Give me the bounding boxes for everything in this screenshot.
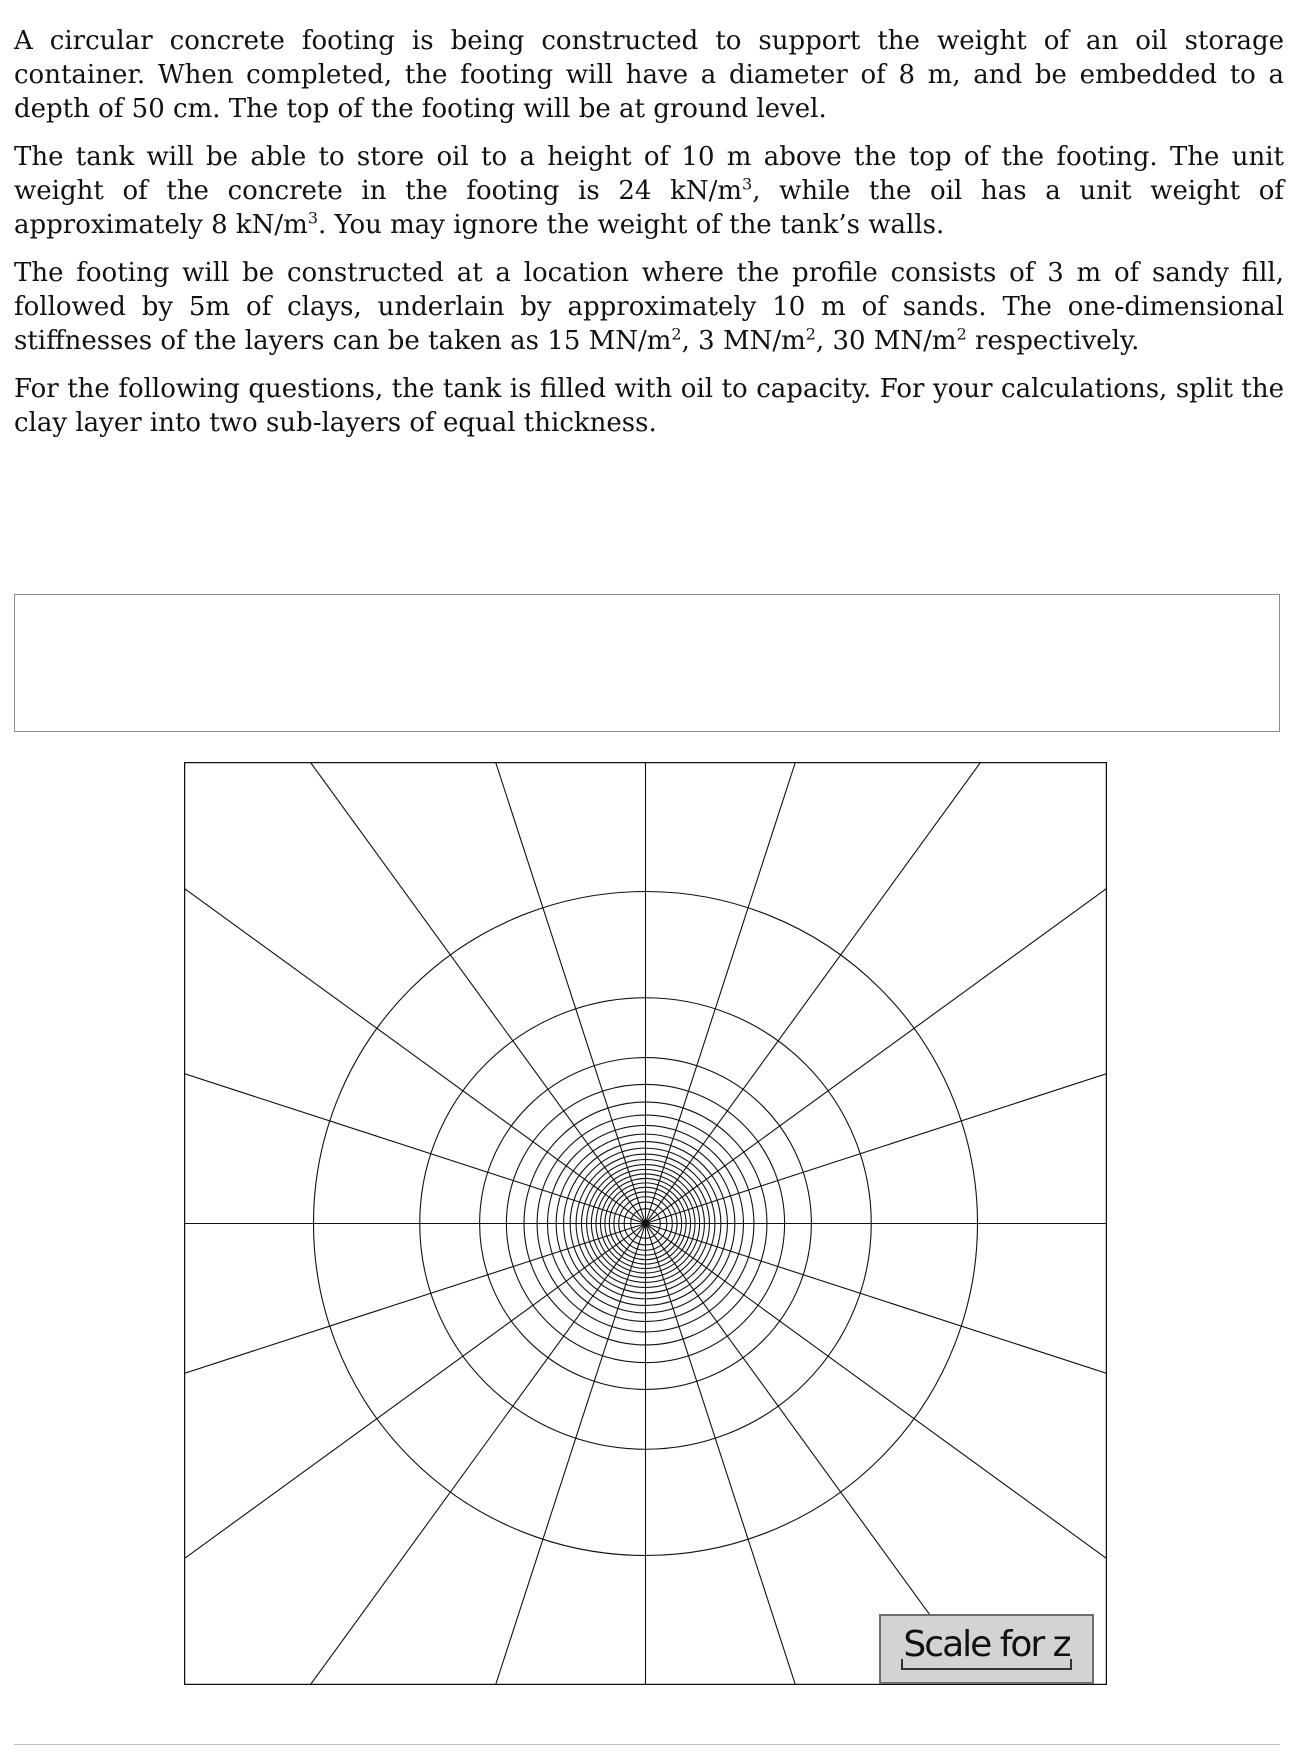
influence-chart-svg <box>184 762 1107 1685</box>
influence-radial-line <box>646 1074 1108 1224</box>
paragraph-3: The footing will be constructed at a location where the profile consists of 3 m of sandy fill, followed by 5m of clays, underlain by approximately 10 m of sands. The one-dimensional stiffnesses of the layers can be taken as 15 $MN/m^2$, 3 $MN/m^2$, 30 $MN/m^2$ respectively. <box>14 258 1284 356</box>
influence-radial-line <box>496 762 646 1224</box>
influence-radial-line <box>184 1224 646 1374</box>
influence-radial-line <box>646 888 1108 1223</box>
influence-radial-line <box>646 1224 796 1686</box>
scale-for-z-label[interactable] <box>879 1614 1094 1684</box>
scale-bar <box>901 1659 1072 1670</box>
scale-label-text: Scale for z <box>903 1624 1070 1665</box>
influence-radial-line <box>310 1224 645 1686</box>
influence-radial-line <box>184 1224 646 1559</box>
answer-box[interactable] <box>14 594 1280 732</box>
influence-radial-line <box>646 1224 1108 1559</box>
influence-radial-line <box>646 1224 1108 1374</box>
influence-radial-line <box>184 1074 646 1224</box>
paragraph-4: For the following questions, the tank is filled with oil to capacity. For your calculations, split the clay layer into two sub-layers of equal thickness. <box>14 374 1284 438</box>
problem-statement <box>14 24 1284 454</box>
influence-radial-line <box>646 762 796 1224</box>
paragraph-2: The tank will be able to store oil to a height of 10 m above the top of the footing. The unit weight of the concrete in the footing is 24 $kN/m^3$, while the oil has a unit weight of approximately 8 $kN/m^3$. You may ignore the weight of the tank’s walls. <box>14 142 1284 240</box>
divider <box>14 1744 1280 1745</box>
influence-chart <box>184 762 1107 1685</box>
influence-radial-line <box>646 762 981 1224</box>
influence-radial-line <box>184 888 646 1223</box>
influence-radial-line <box>310 762 645 1224</box>
influence-radial-line <box>496 1224 646 1686</box>
paragraph-1: A circular concrete footing is being constructed to support the weight of an oil storage container. When completed, the footing will have a diameter of 8 m, and be embedded to a depth of 50 cm. The top of the footing will be at ground level. <box>14 26 1284 124</box>
